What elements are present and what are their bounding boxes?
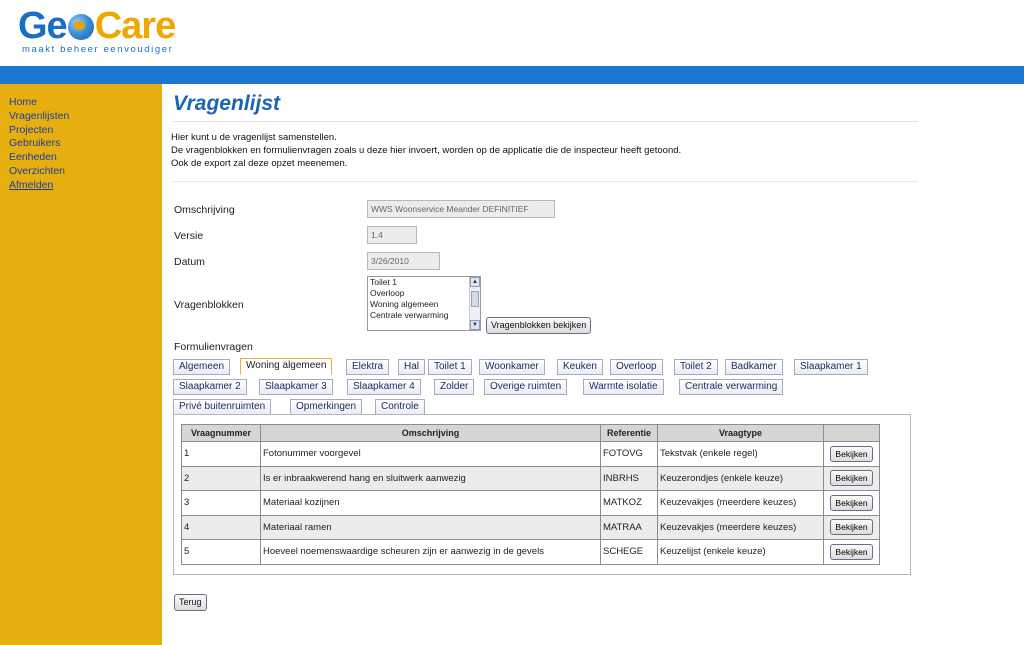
cell-omschrijving: Materiaal ramen — [261, 515, 601, 540]
tab-slaapkamer-1[interactable]: Slaapkamer 1 — [794, 359, 868, 375]
terug-button[interactable]: Terug — [174, 594, 207, 611]
tab-woonkamer[interactable]: Woonkamer — [479, 359, 545, 375]
tab-badkamer[interactable]: Badkamer — [725, 359, 783, 375]
intro-text — [171, 131, 681, 170]
cell-actions — [824, 491, 880, 516]
logo-text-care: Care — [94, 5, 176, 47]
cell-referentie: MATRAA — [601, 515, 658, 540]
cell-actions — [824, 540, 880, 565]
table-header-row — [182, 425, 880, 442]
intro-line: De vragenblokken en formulienvragen zoals u deze hier invoert, worden op de applicatie die de inspecteur heeft getoond. — [171, 145, 682, 156]
cell-vraagnummer: 1 — [182, 442, 261, 467]
top-bar — [0, 66, 1024, 84]
scroll-thumb[interactable] — [471, 291, 479, 307]
logo-text-ge: Ge — [18, 5, 67, 47]
bekijken-button[interactable]: Bekijken — [830, 495, 872, 511]
intro-line: Hier kunt u de vragenlijst samenstellen. — [171, 132, 337, 143]
tab-toilet-2[interactable]: Toilet 2 — [674, 359, 718, 375]
cell-referentie: MATKOZ — [601, 491, 658, 516]
sidebar-item-gebruikers[interactable]: Gebruikers — [9, 137, 61, 150]
cell-vraagtype: Keuzelijst (enkele keuze) — [658, 540, 824, 565]
sidebar-item-eenheden[interactable]: Eenheden — [9, 151, 57, 164]
column-header-actions — [824, 425, 880, 442]
cell-vraagtype: Keuzevakjes (meerdere keuzes) — [658, 515, 824, 540]
tab-panel — [173, 414, 911, 575]
vragenblokken-listbox[interactable] — [367, 276, 481, 331]
table-row — [182, 540, 880, 565]
cell-actions — [824, 442, 880, 467]
column-header-omschrijving[interactable]: Omschrijving — [261, 425, 601, 442]
intro-divider — [172, 181, 918, 182]
cell-vraagtype: Tekstvak (enkele regel) — [658, 442, 824, 467]
cell-referentie: FOTOVG — [601, 442, 658, 467]
tab-warmte-isolatie[interactable]: Warmte isolatie — [583, 379, 664, 395]
tab-algemeen[interactable]: Algemeen — [173, 359, 230, 375]
cell-omschrijving: Hoeveel noemenswaardige scheuren zijn er aanwezig in de gevels — [261, 540, 601, 565]
column-header-vraagnummer[interactable]: Vraagnummer — [182, 425, 261, 442]
cell-vraagtype: Keuzerondjes (enkele keuze) — [658, 466, 824, 491]
cell-referentie: INBRHS — [601, 466, 658, 491]
datum-field[interactable] — [367, 252, 440, 270]
tab-toilet-1[interactable]: Toilet 1 — [428, 359, 472, 375]
tab-keuken[interactable]: Keuken — [557, 359, 603, 375]
sidebar-item-home[interactable]: Home — [9, 96, 38, 108]
sidebar — [0, 84, 162, 645]
bekijken-button[interactable]: Bekijken — [830, 446, 872, 462]
bekijken-button[interactable]: Bekijken — [830, 544, 872, 560]
logo-tagline: maakt beheer eenvoudiger — [22, 44, 174, 55]
listbox-scrollbar[interactable] — [469, 277, 480, 330]
vragenblokken-bekijken-button[interactable]: Vragenblokken bekijken — [486, 317, 591, 334]
tab-prive-buitenruimten[interactable]: Privé buitenruimten — [173, 399, 271, 415]
cell-vraagtype: Keuzevakjes (meerdere keuzes) — [658, 491, 824, 516]
omschrijving-label: Omschrijving — [174, 204, 235, 216]
tab-slaapkamer-3[interactable]: Slaapkamer 3 — [259, 379, 333, 395]
geocare-logo[interactable] — [18, 6, 175, 55]
title-divider — [172, 121, 918, 122]
listbox-option[interactable]: Woning algemeen — [370, 299, 439, 309]
column-header-referentie[interactable]: Referentie — [601, 425, 658, 442]
cell-omschrijving: Fotonummer voorgevel — [261, 442, 601, 467]
intro-line: Ook de export zal deze opzet meenemen. — [171, 158, 348, 169]
table-row — [182, 442, 880, 467]
vragenblokken-label: Vragenblokken — [174, 299, 244, 311]
tab-overloop[interactable]: Overloop — [610, 359, 663, 375]
tab-zolder[interactable]: Zolder — [434, 379, 474, 395]
omschrijving-field[interactable] — [367, 200, 555, 218]
logo-wordmark — [18, 6, 175, 46]
questions-table — [181, 424, 880, 565]
sidebar-item-afmelden[interactable]: Afmelden — [9, 178, 54, 191]
main-content — [162, 84, 1024, 645]
bekijken-button[interactable]: Bekijken — [830, 470, 872, 486]
cell-vraagnummer: 2 — [182, 466, 261, 491]
cell-vraagnummer: 4 — [182, 515, 261, 540]
tab-elektra[interactable]: Elektra — [346, 359, 389, 375]
tab-opmerkingen[interactable]: Opmerkingen — [290, 399, 362, 415]
cell-omschrijving: Is er inbraakwerend hang en sluitwerk aanwezig — [261, 466, 601, 491]
cell-actions — [824, 515, 880, 540]
header — [0, 0, 1024, 66]
tab-overige-ruimten[interactable]: Overige ruimten — [484, 379, 567, 395]
listbox-option[interactable]: Centrale verwarming — [370, 310, 449, 320]
cell-actions — [824, 466, 880, 491]
versie-label: Versie — [174, 230, 204, 242]
sidebar-item-vragenlijsten[interactable]: Vragenlijsten — [9, 109, 70, 122]
listbox-option[interactable]: Overloop — [370, 288, 405, 298]
tab-centrale-verwarming[interactable]: Centrale verwarming — [679, 379, 783, 395]
scroll-up-icon[interactable]: ▲ — [470, 277, 480, 287]
versie-field[interactable] — [367, 226, 417, 244]
bekijken-button[interactable]: Bekijken — [830, 519, 872, 535]
tab-woning-algemeen[interactable]: Woning algemeen — [240, 358, 332, 375]
page-title: Vragenlijst — [173, 92, 280, 115]
column-header-vraagtype[interactable]: Vraagtype — [658, 425, 824, 442]
table-row — [182, 491, 880, 516]
sidebar-item-overzichten[interactable]: Overzichten — [9, 164, 66, 177]
datum-label: Datum — [174, 256, 205, 268]
tab-hal[interactable]: Hal — [398, 359, 425, 375]
globe-icon — [68, 14, 94, 40]
tab-slaapkamer-4[interactable]: Slaapkamer 4 — [347, 379, 421, 395]
tab-controle[interactable]: Controle — [375, 399, 425, 415]
formulienvragen-label: Formulienvragen — [174, 341, 253, 353]
cell-vraagnummer: 3 — [182, 491, 261, 516]
cell-vraagnummer: 5 — [182, 540, 261, 565]
tab-slaapkamer-2[interactable]: Slaapkamer 2 — [173, 379, 247, 395]
cell-omschrijving: Materiaal kozijnen — [261, 491, 601, 516]
cell-referentie: SCHEGE — [601, 540, 658, 565]
table-row — [182, 515, 880, 540]
sidebar-item-projecten[interactable]: Projecten — [9, 123, 54, 136]
table-row — [182, 466, 880, 491]
scroll-down-icon[interactable]: ▼ — [470, 320, 480, 330]
listbox-option[interactable]: Toilet 1 — [370, 277, 397, 287]
